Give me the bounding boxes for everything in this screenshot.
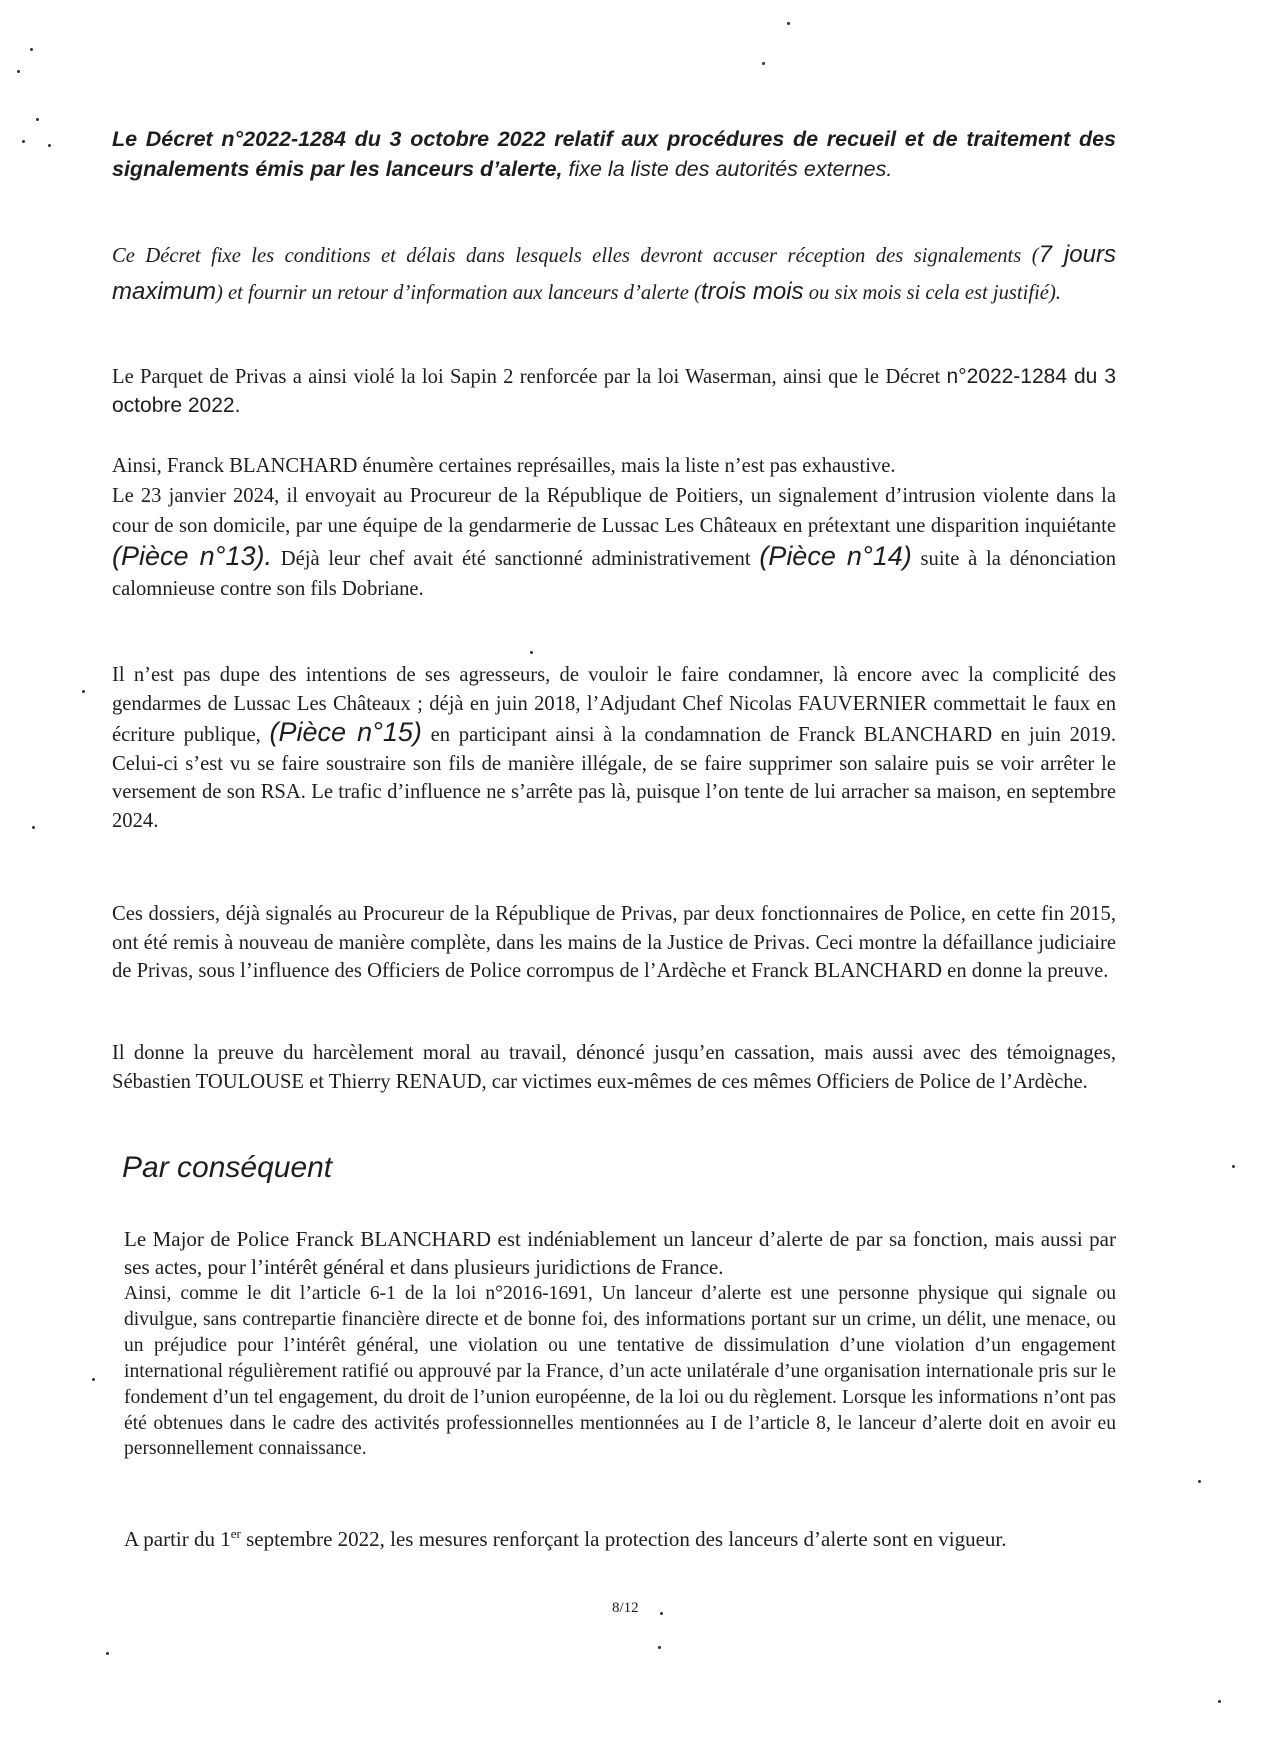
whistleblower-intro: Le Major de Police Franck BLANCHARD est indéniablement un lanceur d’alerte de par sa fonction, mais aussi par ses actes, pour l’intérêt général et dans plusieurs juridictions de France.: [124, 1227, 1116, 1279]
deadline-paragraph: [112, 237, 1116, 311]
scan-speck: [48, 144, 51, 147]
privas-paragraph: Ces dossiers, déjà signalés au Procureur de la République de Privas, par deux fonctionnaires de Police, en cette fin 2015, ont été remis à nouveau de manière complète, dans les mains de la Justice de Privas. Ceci montre la défaillance judiciaire de Privas, sous l’influence des Officiers de Police corrompus de l’Ardèche et Franck BLANCHARD en donne la preuve.: [112, 903, 1116, 982]
violation-decree-ref: n°2022-1284 du 3 octobre 2022.: [112, 365, 1117, 417]
reprisals-text-d: suite à la dénonciation calomnieuse contre son fils Dobriane.: [112, 548, 1117, 600]
scan-speck: [30, 48, 33, 51]
deadline-text-a: Ce Décret fixe les conditions et délais dans lesquels elles devront accuser réception des signalements (: [112, 245, 1039, 267]
scan-speck: [530, 651, 533, 654]
deadline-text-e: ou six mois si cela est justifié).: [803, 282, 1061, 304]
scan-speck: [106, 1652, 109, 1655]
harassment-paragraph: Il donne la preuve du harcèlement moral au travail, dénoncé jusqu’en cassation, mais aussi avec des témoignages, Sébastien TOULOUSE et Thierry RENAUD, car victimes eux-mêmes de ces mêmes Officiers de Police de l’Ardèche.: [112, 1042, 1116, 1093]
section-heading: Par conséquent: [122, 1151, 333, 1184]
decree-tail: fixe la liste des autorités externes.: [562, 157, 893, 181]
deadline-seven-days: 7 jours maximum: [112, 241, 1116, 305]
scan-speck: [658, 1646, 661, 1649]
scan-speck: [82, 690, 85, 693]
gendarmes-text-b: en participant ainsi à la condamnation de Franck BLANCHARD en juin 2019. Celui-ci s’est vu se faire soustraire son fils de manière illégale, de se faire supprimer son salaire puis se voir arrêter le versement de son RSA. Le trafic d’influence ne s’arrête pas là, puisque l’on tente de lui arracher sa maison, en septembre 2024.: [112, 724, 1116, 832]
whistleblower-definition: Ainsi, comme le dit l’article 6-1 de la loi n°2016-1691, Un lanceur d’alerte est une personne physique qui signale ou divulgue, sans contrepartie financière directe et de bonne foi, des informations portant sur un crime, un délit, une menace, ou un préjudice pour l’intérêt général, une violation ou une tentative de dissimulation d’une violation d’un engagement international régulièrement ratifié ou approuvé par la France, d’un acte unilatérale d’une organisation internationale pris sur le fondement d’un tel engagement, du droit de l’union européenne, de la loi ou du règlement. Lorsque les informations n’ont pas été obtenues dans le cadre des activités professionnelles mentionnées au I de l’article 8, le lanceur d’alerte doit en avoir eu personnellement connaissance.: [124, 1283, 1116, 1460]
piece-13-ref: (Pièce n°13).: [112, 541, 272, 571]
scan-speck: [1198, 1480, 1201, 1483]
violation-text: Le Parquet de Privas a ainsi violé la loi Sapin 2 renforcée par la loi Waserman, ainsi que le Décret: [112, 366, 947, 388]
gendarmes-text-a: Il n’est pas dupe des intentions de ses agresseurs, de vouloir le faire condamner, là encore avec la complicité des gendarmes de Lussac Les Châteaux ; déjà en juin 2018, l’Adjudant Chef Nicolas FAUVERNIER commettait le faux en écriture publique,: [112, 664, 1116, 746]
decree-title: Le Décret n°2022-1284 du 3 octobre 2022 relatif aux procédures de recueil et de traitement des signalements émis par les lanceurs d’alerte,: [112, 127, 1116, 181]
scan-speck: [1232, 1165, 1235, 1168]
reprisals-text-b: Le 23 janvier 2024, il envoyait au Procureur de la République de Poitiers, un signalement d’intrusion violente dans la cour de son domicile, par une équipe de la gendarmerie de Lussac Les Châteaux en prétextant une disparition inquiétante: [112, 485, 1116, 537]
scan-speck: [1218, 1700, 1221, 1703]
deadline-text-c: ) et fournir un retour d’information aux lanceurs d’alerte (: [216, 282, 701, 304]
ordinal-superscript: er: [230, 1526, 241, 1541]
violation-paragraph: [112, 363, 1116, 420]
effective-text-b: septembre 2022, les mesures renforçant la protection des lanceurs d’alerte sont en vigueur.: [240, 1527, 1007, 1551]
deadline-three-months: trois mois: [700, 278, 804, 305]
whistleblower-paragraph: [124, 1225, 1116, 1462]
gendarmes-paragraph: [112, 661, 1116, 835]
page-number: 8/12: [612, 1600, 639, 1616]
reprisals-body: [112, 481, 1116, 604]
scan-speck: [787, 22, 790, 25]
scan-speck: [32, 826, 35, 829]
reprisals-paragraph: [112, 451, 1116, 604]
piece-14-ref: (Pièce n°14): [759, 541, 912, 571]
scan-speck: [22, 140, 25, 143]
reprisals-intro: Ainsi, Franck BLANCHARD énumère certaines représailles, mais la liste n’est pas exhaustive.: [112, 455, 896, 477]
reprisals-text-c: Déjà leur chef avait été sanctionné administrativement: [271, 548, 760, 570]
piece-15-ref: (Pièce n°15): [269, 717, 422, 747]
scan-speck: [36, 118, 39, 121]
scan-speck: [660, 1612, 663, 1615]
scan-speck: [92, 1378, 95, 1381]
decree-paragraph: [112, 124, 1116, 184]
effective-text-a: A partir du 1: [124, 1527, 231, 1551]
scan-speck: [762, 62, 765, 65]
scan-speck: [17, 70, 20, 73]
effective-date-paragraph: [124, 1520, 1116, 1554]
